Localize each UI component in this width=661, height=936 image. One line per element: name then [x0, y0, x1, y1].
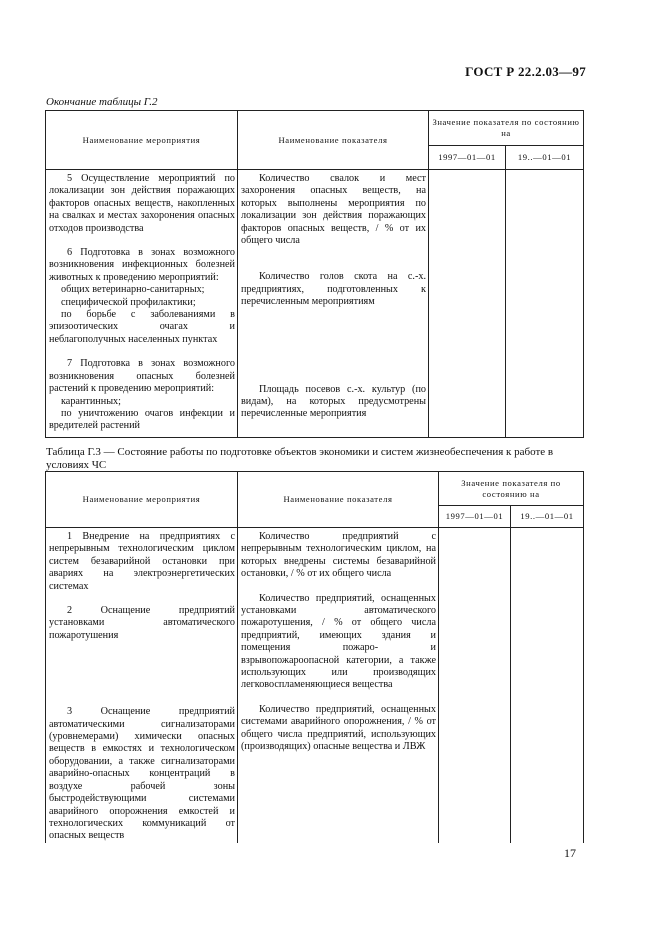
- col-header-value: Значение показателя по состоянию на: [439, 472, 584, 506]
- indicator-cell: [238, 528, 439, 843]
- value-cell-date-1: [429, 170, 506, 438]
- table-g2: [45, 110, 584, 438]
- col-header-date-1: 1997—01—01: [429, 146, 506, 170]
- measure-subitem: по уничтожению очагов инфекции и вредителей растений: [49, 407, 235, 432]
- measure-subitem: карантинных;: [61, 395, 121, 407]
- table-row: [46, 170, 584, 438]
- document-id: ГОСТ Р 22.2.03—97: [465, 64, 586, 79]
- measure-subitem: по борьбе с заболеваниями в эпизоотических очагах и неблагополучных населенных пунктах: [49, 309, 235, 345]
- measure-subitem: специфической профилактики;: [61, 296, 196, 308]
- table-row: [46, 528, 584, 843]
- indicator-text: Количество предприятий, оснащенных системами аварийного опорожнения, / % от общего числа предприятий, использующих (производящих) опасные вещества и ЛВЖ: [241, 703, 436, 753]
- col-header-measure: Наименование мероприятия: [46, 472, 238, 528]
- page-number: 17: [564, 846, 576, 860]
- indicator-text: Количество голов скота на с.-х. предприятиях, подготовленных к перечисленным мероприятиям: [241, 271, 426, 308]
- table-continuation-label: Окончание таблицы Г.2: [46, 96, 158, 108]
- col-header-measure: Наименование мероприятия: [46, 111, 238, 170]
- table-g3-title: Таблица Г.3 — Состояние работы по подготовке объектов экономики и систем жизнеобеспечения к работе в условиях ЧС: [46, 446, 554, 471]
- col-header-indicator: Наименование показателя: [238, 111, 429, 170]
- value-cell-date-1: [439, 528, 511, 843]
- measure-text: 2 Оснащение предприятий установками автоматического пожаротушения: [49, 605, 235, 641]
- col-header-date-1: 1997—01—01: [439, 506, 511, 528]
- measure-text: 5 Осуществление мероприятий по локализации зон действия поражающих факторов опасных веществ, накопленных на свалках и местах захоронения опасных отходов производства: [49, 173, 235, 234]
- col-header-date-2: 19..—01—01: [506, 146, 584, 170]
- indicator-text: Количество свалок и мест захоронения опасных веществ, на которых выполнены мероприятия по локализации зон действия поражающих факторов опасных веществ, / % от их общего числа: [241, 173, 426, 247]
- table-g3: [45, 471, 584, 843]
- measure-text: 6 Подготовка в зонах возможного возникновения инфекционных болезней животных к проведению мероприятий:: [49, 247, 235, 283]
- measure-text: 1 Внедрение на предприятиях с непрерывным технологическим циклом систем безаварийной остановки при авариях на электроэнергетических системах: [49, 531, 235, 592]
- measure-cell: [46, 170, 238, 438]
- col-header-date-2: 19..—01—01: [511, 506, 584, 528]
- indicator-text: Количество предприятий с непрерывным технологическим циклом, на которых внедрены системы безаварийной остановки, / % от их общего числа: [241, 531, 436, 580]
- indicator-text: Площадь посевов с.-х. культур (по видам), на которых предусмотрены перечисленные мероприятия: [241, 383, 426, 420]
- indicator-text: Количество предприятий, оснащенных установками автоматического пожаротушения, / % от общего числа предприятий, имеющих здания и помещения пожаро- и взрывопожароопасной категории, а также использующих или производящих легковоспламеняющиеся вещества: [241, 592, 436, 691]
- measure-text: 3 Оснащение предприятий автоматическими сигнализаторами (уровнемерами) химически опасных веществ в емкостях и технологическом оборудовании, а также сигнализаторами аварийно-опасных концентраций в воздухе рабочей зоны быстродействующими системами аварийного опорожнения емкостей и технологических коммуникаций от опасных веществ: [49, 706, 235, 842]
- value-cell-date-2: [506, 170, 584, 438]
- measure-text: 7 Подготовка в зонах возможного возникновения опасных болезней растений к проведению мероприятий:: [49, 358, 235, 395]
- col-header-indicator: Наименование показателя: [238, 472, 439, 528]
- col-header-value: Значение показателя по состоянию на: [429, 111, 584, 146]
- measure-subitem: общих ветеринарно-санитарных;: [61, 284, 205, 296]
- indicator-cell: [238, 170, 429, 438]
- measure-cell: [46, 528, 238, 843]
- value-cell-date-2: [511, 528, 584, 843]
